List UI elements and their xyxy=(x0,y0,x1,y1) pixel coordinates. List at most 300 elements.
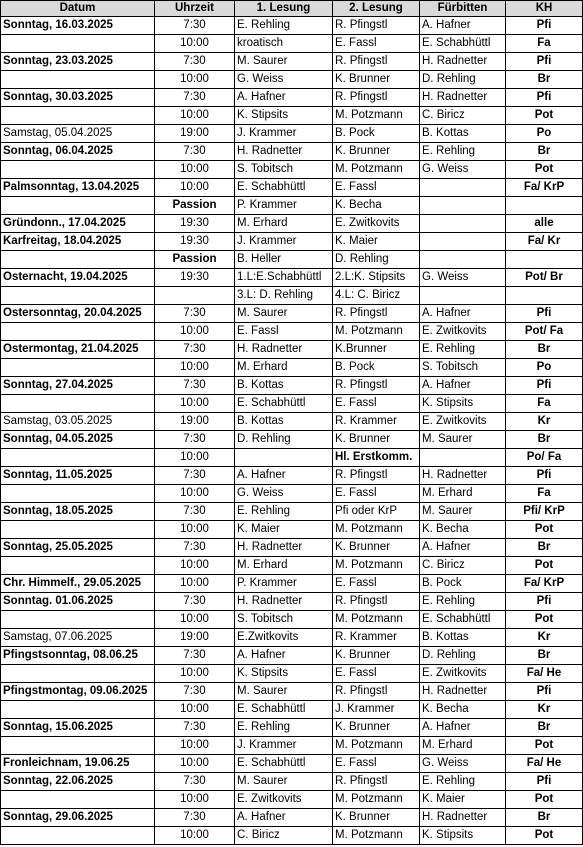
table-row xyxy=(1,161,583,179)
cell-datum: Pfingstsonntag, 08.06.25 xyxy=(1,647,155,665)
table-row xyxy=(1,683,583,701)
cell-lesung-2: R. Pfingstl xyxy=(333,683,420,701)
cell-kh: Pfi xyxy=(506,467,583,485)
cell-datum: Ostermontag, 21.04.2025 xyxy=(1,341,155,359)
cell-kh: Pot/ Fa xyxy=(506,323,583,341)
cell-fuerbitten: S. Tobitsch xyxy=(420,359,506,377)
cell-lesung-1: E. Fassl xyxy=(235,323,333,341)
cell-datum xyxy=(1,323,155,341)
table-row xyxy=(1,611,583,629)
table-row xyxy=(1,539,583,557)
cell-kh: Po xyxy=(506,125,583,143)
header-fuerbitten: Fürbitten xyxy=(420,1,506,17)
cell-datum xyxy=(1,287,155,305)
cell-kh: Fa/ He xyxy=(506,665,583,683)
cell-fuerbitten: A. Hafner xyxy=(420,377,506,395)
cell-datum xyxy=(1,737,155,755)
cell-datum: Sonntag, 04.05.2025 xyxy=(1,431,155,449)
cell-uhrzeit: 10:00 xyxy=(155,449,235,467)
table-row xyxy=(1,215,583,233)
table-row xyxy=(1,341,583,359)
cell-lesung-1: K. Maier xyxy=(235,521,333,539)
table-row xyxy=(1,251,583,269)
cell-kh: Kr xyxy=(506,701,583,719)
cell-kh: Pfi/ KrP xyxy=(506,503,583,521)
table-row xyxy=(1,305,583,323)
cell-uhrzeit: 10:00 xyxy=(155,161,235,179)
table-row xyxy=(1,647,583,665)
cell-fuerbitten: H. Radnetter xyxy=(420,467,506,485)
cell-uhrzeit: 7:30 xyxy=(155,593,235,611)
cell-fuerbitten: B. Pock xyxy=(420,575,506,593)
cell-lesung-1: E. Schabhüttl xyxy=(235,395,333,413)
cell-datum xyxy=(1,827,155,845)
table-row xyxy=(1,773,583,791)
cell-uhrzeit: 10:00 xyxy=(155,827,235,845)
cell-datum xyxy=(1,557,155,575)
cell-lesung-1: kroatisch xyxy=(235,35,333,53)
cell-kh: Pfi xyxy=(506,17,583,35)
cell-fuerbitten xyxy=(420,179,506,197)
cell-fuerbitten: K. Becha xyxy=(420,521,506,539)
cell-kh xyxy=(506,251,583,269)
cell-fuerbitten: C. Biricz xyxy=(420,107,506,125)
cell-datum: Osternacht, 19.04.2025 xyxy=(1,269,155,287)
cell-lesung-1: B. Kottas xyxy=(235,377,333,395)
cell-lesung-2: M. Potzmann xyxy=(333,161,420,179)
table-row xyxy=(1,791,583,809)
cell-fuerbitten: M. Erhard xyxy=(420,485,506,503)
cell-lesung-2: K. Brunner xyxy=(333,539,420,557)
table-row xyxy=(1,89,583,107)
cell-lesung-1: K. Stipsits xyxy=(235,665,333,683)
table-row xyxy=(1,593,583,611)
cell-uhrzeit: 10:00 xyxy=(155,395,235,413)
cell-fuerbitten: H. Radnetter xyxy=(420,89,506,107)
cell-kh: Pfi xyxy=(506,683,583,701)
cell-kh: Br xyxy=(506,71,583,89)
cell-fuerbitten: B. Kottas xyxy=(420,125,506,143)
cell-uhrzeit: 19:00 xyxy=(155,413,235,431)
cell-lesung-2: R. Krammer xyxy=(333,629,420,647)
cell-lesung-1: M. Saurer xyxy=(235,683,333,701)
table-row xyxy=(1,503,583,521)
cell-lesung-2: K. Brunner xyxy=(333,647,420,665)
cell-lesung-2: M. Potzmann xyxy=(333,323,420,341)
cell-lesung-2: K. Brunner xyxy=(333,71,420,89)
cell-lesung-2: E. Fassl xyxy=(333,35,420,53)
cell-kh: Br xyxy=(506,719,583,737)
cell-datum xyxy=(1,665,155,683)
cell-lesung-2: M. Potzmann xyxy=(333,557,420,575)
header-kh: KH xyxy=(506,1,583,17)
cell-kh: Fa/ KrP xyxy=(506,179,583,197)
cell-lesung-2: K. Becha xyxy=(333,197,420,215)
cell-datum xyxy=(1,251,155,269)
cell-lesung-2: R. Pfingstl xyxy=(333,89,420,107)
cell-lesung-1: K. Stipsits xyxy=(235,107,333,125)
cell-uhrzeit: 7:30 xyxy=(155,341,235,359)
cell-datum xyxy=(1,71,155,89)
cell-datum xyxy=(1,359,155,377)
cell-uhrzeit: 19:00 xyxy=(155,125,235,143)
cell-datum: Pfingstmontag, 09.06.2025 xyxy=(1,683,155,701)
cell-fuerbitten: A. Hafner xyxy=(420,305,506,323)
table-row xyxy=(1,719,583,737)
cell-datum: Samstag, 05.04.2025 xyxy=(1,125,155,143)
cell-kh: Fa/ He xyxy=(506,755,583,773)
table-row xyxy=(1,377,583,395)
cell-lesung-1: H. Radnetter xyxy=(235,539,333,557)
table-row xyxy=(1,665,583,683)
cell-kh: Pot xyxy=(506,827,583,845)
cell-fuerbitten xyxy=(420,449,506,467)
cell-lesung-1: B. Kottas xyxy=(235,413,333,431)
table-row xyxy=(1,467,583,485)
cell-datum: Sonntag, 27.04.2025 xyxy=(1,377,155,395)
cell-lesung-2: R. Pfingstl xyxy=(333,305,420,323)
cell-fuerbitten: E. Zwitkovits xyxy=(420,413,506,431)
table-row xyxy=(1,809,583,827)
cell-datum: Sonntag, 11.05.2025 xyxy=(1,467,155,485)
cell-lesung-1: E. Schabhüttl xyxy=(235,755,333,773)
header-datum: Datum xyxy=(1,1,155,17)
cell-uhrzeit: 19:00 xyxy=(155,629,235,647)
cell-kh: Br xyxy=(506,431,583,449)
cell-kh: Pot xyxy=(506,161,583,179)
cell-fuerbitten: E. Rehling xyxy=(420,593,506,611)
cell-lesung-1: J. Krammer xyxy=(235,125,333,143)
cell-fuerbitten: E. Schabhüttl xyxy=(420,611,506,629)
cell-lesung-2: M. Potzmann xyxy=(333,791,420,809)
cell-lesung-1: C. Biricz xyxy=(235,827,333,845)
table-row xyxy=(1,575,583,593)
cell-datum: Sonntag, 22.06.2025 xyxy=(1,773,155,791)
cell-kh: Pot xyxy=(506,791,583,809)
cell-lesung-1: P. Krammer xyxy=(235,575,333,593)
cell-lesung-2: R. Pfingstl xyxy=(333,593,420,611)
cell-kh: Kr xyxy=(506,413,583,431)
table-row xyxy=(1,413,583,431)
cell-kh: Br xyxy=(506,341,583,359)
cell-uhrzeit: 10:00 xyxy=(155,791,235,809)
cell-fuerbitten: A. Hafner xyxy=(420,17,506,35)
cell-lesung-2: B. Pock xyxy=(333,359,420,377)
cell-uhrzeit: 10:00 xyxy=(155,575,235,593)
cell-fuerbitten: H. Radnetter xyxy=(420,809,506,827)
cell-lesung-1: H. Radnetter xyxy=(235,143,333,161)
cell-uhrzeit: 10:00 xyxy=(155,665,235,683)
cell-fuerbitten: E. Rehling xyxy=(420,341,506,359)
cell-datum xyxy=(1,395,155,413)
cell-kh: Pfi xyxy=(506,773,583,791)
cell-kh: Pfi xyxy=(506,53,583,71)
cell-datum: Samstag, 03.05.2025 xyxy=(1,413,155,431)
cell-lesung-2: M. Potzmann xyxy=(333,611,420,629)
cell-datum: Palmsonntag, 13.04.2025 xyxy=(1,179,155,197)
cell-kh: Br xyxy=(506,647,583,665)
cell-lesung-2: R. Pfingstl xyxy=(333,773,420,791)
cell-lesung-2: R. Pfingstl xyxy=(333,17,420,35)
table-row xyxy=(1,287,583,305)
cell-uhrzeit: 7:30 xyxy=(155,377,235,395)
cell-uhrzeit: Passion xyxy=(155,197,235,215)
cell-kh: Pfi xyxy=(506,305,583,323)
cell-datum: Gründonn., 17.04.2025 xyxy=(1,215,155,233)
cell-fuerbitten: G. Weiss xyxy=(420,161,506,179)
cell-kh xyxy=(506,197,583,215)
cell-kh: Pot xyxy=(506,611,583,629)
table-row xyxy=(1,125,583,143)
cell-uhrzeit: 10:00 xyxy=(155,755,235,773)
cell-uhrzeit: 10:00 xyxy=(155,71,235,89)
cell-uhrzeit: 7:30 xyxy=(155,467,235,485)
cell-datum xyxy=(1,197,155,215)
cell-kh: Fa xyxy=(506,485,583,503)
cell-kh: Pot xyxy=(506,557,583,575)
cell-datum xyxy=(1,521,155,539)
cell-fuerbitten xyxy=(420,197,506,215)
cell-uhrzeit: 7:30 xyxy=(155,17,235,35)
cell-datum: Sonntag, 18.05.2025 xyxy=(1,503,155,521)
cell-datum: Chr. Himmelf., 29.05.2025 xyxy=(1,575,155,593)
cell-lesung-2: K. Brunner xyxy=(333,143,420,161)
cell-lesung-1: J. Krammer xyxy=(235,233,333,251)
cell-kh: Pfi xyxy=(506,593,583,611)
cell-uhrzeit: 19:30 xyxy=(155,215,235,233)
cell-fuerbitten: K. Stipsits xyxy=(420,827,506,845)
cell-lesung-1: E. Rehling xyxy=(235,503,333,521)
cell-datum xyxy=(1,449,155,467)
cell-datum xyxy=(1,485,155,503)
cell-lesung-1: M. Erhard xyxy=(235,557,333,575)
cell-uhrzeit: 10:00 xyxy=(155,35,235,53)
cell-lesung-1: S. Tobitsch xyxy=(235,611,333,629)
table-row xyxy=(1,17,583,35)
cell-lesung-2: E. Fassl xyxy=(333,575,420,593)
cell-lesung-1: P. Krammer xyxy=(235,197,333,215)
cell-lesung-1: M. Saurer xyxy=(235,53,333,71)
cell-datum: Sonntag, 23.03.2025 xyxy=(1,53,155,71)
cell-kh: Fa/ Kr xyxy=(506,233,583,251)
cell-uhrzeit: 7:30 xyxy=(155,539,235,557)
cell-lesung-2: Hl. Erstkomm. xyxy=(333,449,420,467)
table-row xyxy=(1,557,583,575)
cell-uhrzeit: 7:30 xyxy=(155,89,235,107)
cell-fuerbitten xyxy=(420,215,506,233)
cell-lesung-2: D. Rehling xyxy=(333,251,420,269)
cell-lesung-2: K. Brunner xyxy=(333,809,420,827)
cell-lesung-2: R. Pfingstl xyxy=(333,53,420,71)
cell-uhrzeit: 7:30 xyxy=(155,305,235,323)
cell-datum: Samstag, 07.06.2025 xyxy=(1,629,155,647)
cell-uhrzeit: 7:30 xyxy=(155,53,235,71)
cell-lesung-2: 2.L:K. Stipsits xyxy=(333,269,420,287)
cell-uhrzeit: 7:30 xyxy=(155,719,235,737)
table-row xyxy=(1,269,583,287)
table-row xyxy=(1,35,583,53)
table-row xyxy=(1,629,583,647)
cell-lesung-1: B. Heller xyxy=(235,251,333,269)
cell-uhrzeit: 7:30 xyxy=(155,503,235,521)
table-row xyxy=(1,395,583,413)
table-row xyxy=(1,521,583,539)
cell-lesung-1: S. Tobitsch xyxy=(235,161,333,179)
cell-lesung-1: G. Weiss xyxy=(235,71,333,89)
cell-kh: Pot xyxy=(506,107,583,125)
cell-lesung-1: H. Radnetter xyxy=(235,341,333,359)
cell-fuerbitten: D. Rehling xyxy=(420,647,506,665)
table-row xyxy=(1,107,583,125)
cell-uhrzeit: 7:30 xyxy=(155,143,235,161)
cell-lesung-2: R. Krammer xyxy=(333,413,420,431)
table-row xyxy=(1,179,583,197)
cell-lesung-1: A. Hafner xyxy=(235,89,333,107)
cell-lesung-1: E. Rehling xyxy=(235,17,333,35)
cell-fuerbitten: C. Biricz xyxy=(420,557,506,575)
cell-uhrzeit: 10:00 xyxy=(155,179,235,197)
cell-fuerbitten: G. Weiss xyxy=(420,755,506,773)
cell-lesung-1: E. Schabhüttl xyxy=(235,701,333,719)
cell-fuerbitten xyxy=(420,251,506,269)
table-row xyxy=(1,53,583,71)
cell-fuerbitten: G. Weiss xyxy=(420,269,506,287)
cell-uhrzeit: 19:30 xyxy=(155,233,235,251)
cell-lesung-1: E. Rehling xyxy=(235,719,333,737)
cell-fuerbitten: E. Zwitkovits xyxy=(420,665,506,683)
cell-fuerbitten: E. Rehling xyxy=(420,143,506,161)
cell-uhrzeit: 10:00 xyxy=(155,611,235,629)
cell-lesung-1: M. Saurer xyxy=(235,305,333,323)
cell-lesung-1: E. Zwitkovits xyxy=(235,791,333,809)
header-lesung-2: 2. Lesung xyxy=(333,1,420,17)
cell-fuerbitten: D. Rehling xyxy=(420,71,506,89)
cell-fuerbitten: B. Kottas xyxy=(420,629,506,647)
cell-lesung-1: 3.L: D. Rehling xyxy=(235,287,333,305)
cell-lesung-1: D. Rehling xyxy=(235,431,333,449)
cell-uhrzeit: 10:00 xyxy=(155,323,235,341)
cell-lesung-2: K. Maier xyxy=(333,233,420,251)
cell-uhrzeit: 10:00 xyxy=(155,701,235,719)
cell-datum: Sonntag, 25.05.2025 xyxy=(1,539,155,557)
cell-fuerbitten: H. Radnetter xyxy=(420,683,506,701)
cell-kh: alle xyxy=(506,215,583,233)
cell-lesung-2: Pfi oder KrP xyxy=(333,503,420,521)
cell-kh: Pot/ Br xyxy=(506,269,583,287)
table-header xyxy=(1,1,583,17)
cell-kh: Fa xyxy=(506,395,583,413)
cell-fuerbitten xyxy=(420,233,506,251)
cell-lesung-1: M. Erhard xyxy=(235,359,333,377)
cell-datum xyxy=(1,611,155,629)
cell-fuerbitten: A. Hafner xyxy=(420,539,506,557)
cell-lesung-2: B. Pock xyxy=(333,125,420,143)
cell-datum: Sonntag, 15.06.2025 xyxy=(1,719,155,737)
cell-fuerbitten: E. Rehling xyxy=(420,773,506,791)
table-row xyxy=(1,449,583,467)
cell-fuerbitten xyxy=(420,287,506,305)
cell-uhrzeit: 7:30 xyxy=(155,809,235,827)
cell-lesung-2: M. Potzmann xyxy=(333,827,420,845)
cell-lesung-1: G. Weiss xyxy=(235,485,333,503)
table-row xyxy=(1,233,583,251)
cell-datum: Ostersonntag, 20.04.2025 xyxy=(1,305,155,323)
cell-fuerbitten: M. Saurer xyxy=(420,503,506,521)
cell-fuerbitten: M. Saurer xyxy=(420,431,506,449)
table-row xyxy=(1,737,583,755)
cell-lesung-1: A. Hafner xyxy=(235,809,333,827)
cell-datum xyxy=(1,35,155,53)
cell-uhrzeit: 7:30 xyxy=(155,773,235,791)
table-row xyxy=(1,143,583,161)
cell-datum: Sonntag, 29.06.2025 xyxy=(1,809,155,827)
cell-fuerbitten: E. Zwitkovits xyxy=(420,323,506,341)
cell-kh: Fa xyxy=(506,35,583,53)
table-row xyxy=(1,755,583,773)
cell-uhrzeit: Passion xyxy=(155,251,235,269)
cell-kh: Br xyxy=(506,539,583,557)
cell-kh: Br xyxy=(506,143,583,161)
cell-fuerbitten: A. Hafner xyxy=(420,719,506,737)
cell-lesung-2: E. Fassl xyxy=(333,179,420,197)
cell-lesung-2: E. Zwitkovits xyxy=(333,215,420,233)
cell-lesung-2: R. Pfingstl xyxy=(333,467,420,485)
table-row xyxy=(1,359,583,377)
cell-fuerbitten: K. Stipsits xyxy=(420,395,506,413)
table-row xyxy=(1,71,583,89)
cell-lesung-1: E. Schabhüttl xyxy=(235,179,333,197)
cell-uhrzeit xyxy=(155,287,235,305)
cell-kh xyxy=(506,287,583,305)
cell-datum: Karfreitag, 18.04.2025 xyxy=(1,233,155,251)
cell-datum: Fronleichnam, 19.06.25 xyxy=(1,755,155,773)
cell-lesung-1: A. Hafner xyxy=(235,467,333,485)
cell-lesung-2: K. Brunner xyxy=(333,719,420,737)
cell-lesung-1: J. Krammer xyxy=(235,737,333,755)
table-row xyxy=(1,701,583,719)
cell-datum: Sonntag, 16.03.2025 xyxy=(1,17,155,35)
cell-kh: Br xyxy=(506,809,583,827)
cell-uhrzeit: 10:00 xyxy=(155,737,235,755)
cell-datum xyxy=(1,701,155,719)
cell-lesung-2: K.Brunner xyxy=(333,341,420,359)
cell-uhrzeit: 19:30 xyxy=(155,269,235,287)
table-row xyxy=(1,431,583,449)
cell-lesung-2: M. Potzmann xyxy=(333,737,420,755)
cell-uhrzeit: 7:30 xyxy=(155,431,235,449)
cell-lesung-2: E. Fassl xyxy=(333,485,420,503)
cell-kh: Pot xyxy=(506,737,583,755)
cell-uhrzeit: 7:30 xyxy=(155,647,235,665)
cell-datum xyxy=(1,161,155,179)
table-row xyxy=(1,485,583,503)
cell-lesung-2: 4.L: C. Biricz xyxy=(333,287,420,305)
cell-uhrzeit: 10:00 xyxy=(155,359,235,377)
cell-datum xyxy=(1,791,155,809)
cell-fuerbitten: H. Radnetter xyxy=(420,53,506,71)
cell-lesung-2: J. Krammer xyxy=(333,701,420,719)
cell-lesung-2: E. Fassl xyxy=(333,755,420,773)
cell-lesung-1: M. Saurer xyxy=(235,773,333,791)
cell-datum: Sonntag. 01.06.2025 xyxy=(1,593,155,611)
cell-lesung-2: K. Brunner xyxy=(333,431,420,449)
cell-kh: Po/ Fa xyxy=(506,449,583,467)
cell-kh: Pfi xyxy=(506,89,583,107)
cell-lesung-1: M. Erhard xyxy=(235,215,333,233)
cell-datum: Sonntag, 30.03.2025 xyxy=(1,89,155,107)
cell-lesung-2: M. Potzmann xyxy=(333,521,420,539)
cell-lesung-2: M. Potzmann xyxy=(333,107,420,125)
